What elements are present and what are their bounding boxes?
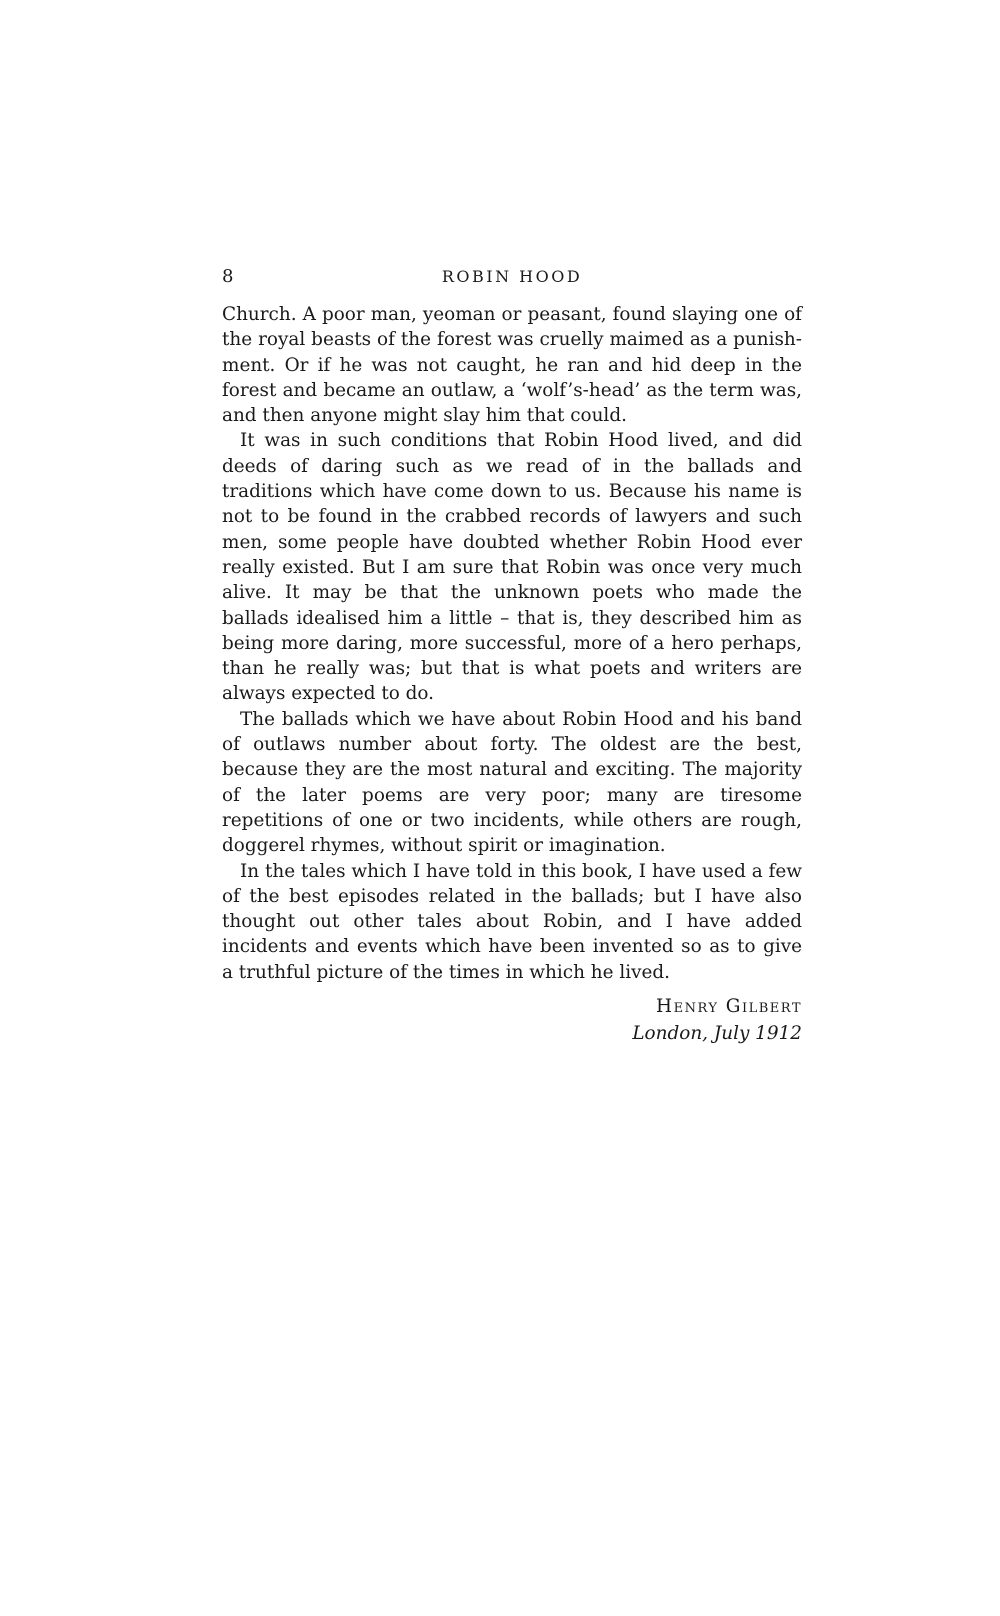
page-number: 8 bbox=[222, 266, 234, 287]
paragraph-4: In the tales which I have told in this book, I have used a few of the best episodes related in the ballads; but I have also thought out other tales about Robin, and I have added incidents and events which have been invented so as to give a truthful picture of the times in which he lived. bbox=[222, 860, 802, 983]
paragraph-3: The ballads which we have about Robin Hood and his band of outlaws number about forty. The oldest are the best, because they are the most natural and exciting. The majority of the later poems are very poor; many are tiresome repetitions of one or two incidents, while others are rough, doggerel rhymes, without spirit or imagination. bbox=[222, 708, 802, 857]
author-name: Henry Gilbert bbox=[656, 996, 802, 1018]
place-date: London, July 1912 bbox=[632, 1023, 802, 1045]
paragraph-1: Church. A poor man, yeoman or peasant, found slaying one of the royal beasts of the forest was cruelly maimed as a punishment. Or if he was not caught, he ran and hid deep in the forest and became an outlaw, a ‘wolf’s-head’ as the term was, and then anyone might slay him that could. bbox=[222, 304, 802, 427]
running-title: ROBIN HOOD bbox=[441, 267, 583, 286]
running-head bbox=[222, 262, 802, 302]
paragraph-2: It was in such conditions that Robin Hood lived, and did deeds of daring such as we read of in the ballads and traditions which have come down to us. Because his name is not to be found in the crabbed records of lawyers and such men, some people have doubted whether Robin Hood ever really existed. But I am sure that Robin was once very much alive. It may be that the unknown poets who made the ballads idealised him a little – that is, they described him as being more daring, more successful, more of a hero perhaps, than he really was; but that is what poets and writers are always expected to do. bbox=[222, 430, 802, 705]
signature-block bbox=[222, 993, 802, 1047]
text-block bbox=[222, 262, 802, 1047]
